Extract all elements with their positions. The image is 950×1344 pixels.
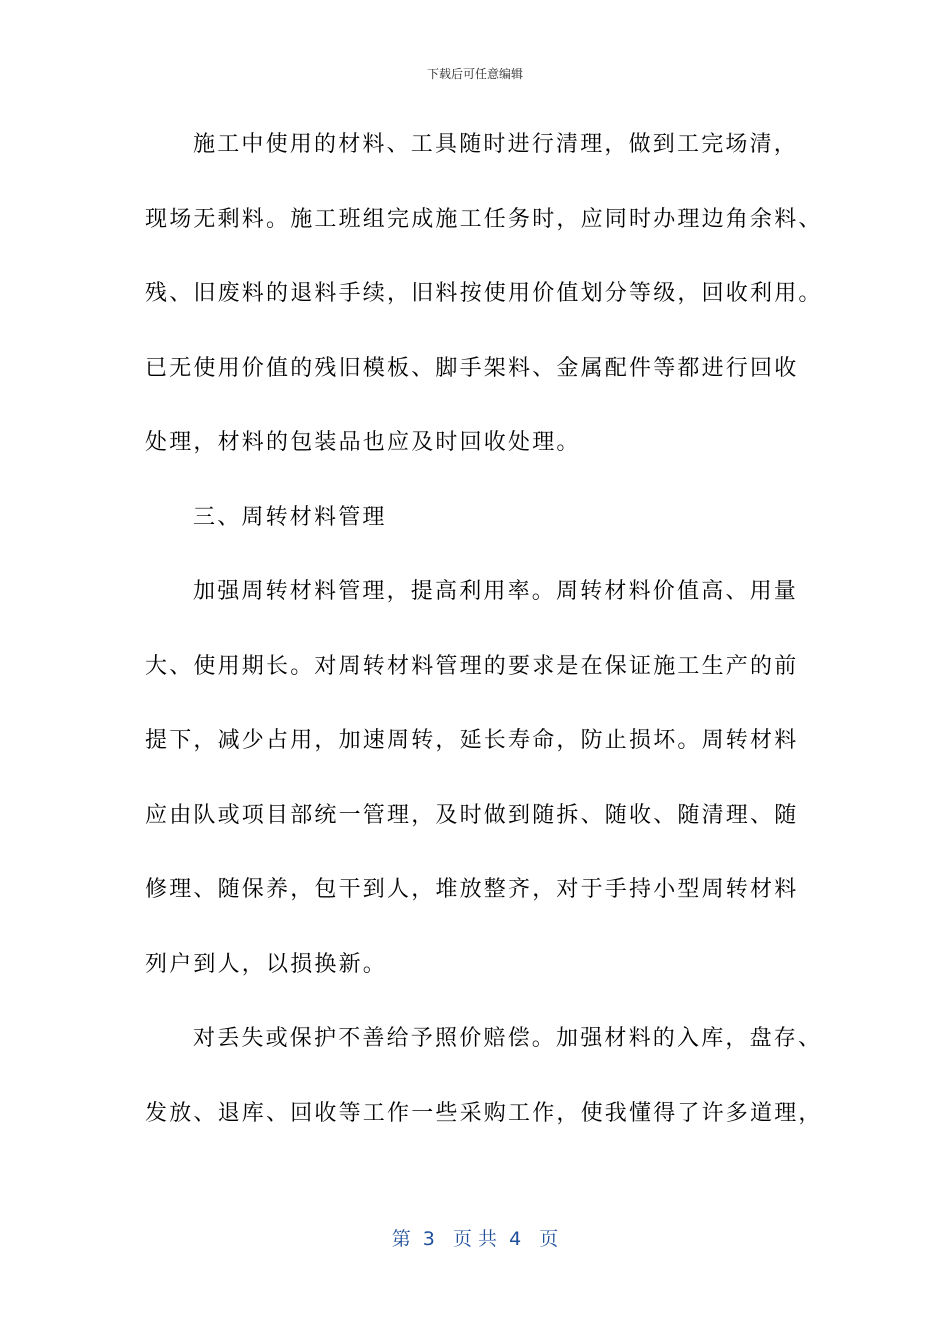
paragraph-line: 施工中使用的材料、工具随时进行清理，做到工完场清， <box>193 132 799 157</box>
paragraph-line: 处理，材料的包装品也应及时回收处理。 <box>145 430 581 455</box>
paragraph-line: 加强周转材料管理，提高利用率。周转材料价值高、用量 <box>193 579 799 604</box>
paragraph-line: 现场无剩料。施工班组完成施工任务时，应同时办理边角余料、 <box>145 206 823 232</box>
page-number-footer: 第 3 页 共 4 页 <box>391 1228 559 1250</box>
paragraph-line: 应由队或项目部统一管理，及时做到随拆、随收、随清理、随 <box>145 802 799 828</box>
paragraph-line: 列户到人，以损换新。 <box>145 951 388 977</box>
page-header: 下载后可任意编辑 <box>426 67 523 81</box>
paragraph-line: 已无使用价值的残旧模板、脚手架料、金属配件等都进行回收 <box>145 355 799 381</box>
paragraph-line: 残、旧废料的退料手续，旧料按使用价值划分等级，回收利用。 <box>145 281 823 306</box>
paragraph-line: 发放、退库、回收等工作一些采购工作，使我懂得了许多道理， <box>145 1100 823 1126</box>
paragraph-line: 大、使用期长。对周转材料管理的要求是在保证施工生产的前 <box>145 653 799 679</box>
paragraph-line: 提下，减少占用，加速周转，延长寿命，防止损坏。周转材料 <box>145 728 799 753</box>
section-heading: 三、周转材料管理 <box>193 504 387 530</box>
document-body <box>145 125 823 1168</box>
paragraph-line: 对丢失或保护不善给予照价赔偿。加强材料的入库，盘存、 <box>193 1026 823 1051</box>
paragraph-line: 修理、随保养，包干到人，堆放整齐，对于手持小型周转材料 <box>145 877 799 902</box>
